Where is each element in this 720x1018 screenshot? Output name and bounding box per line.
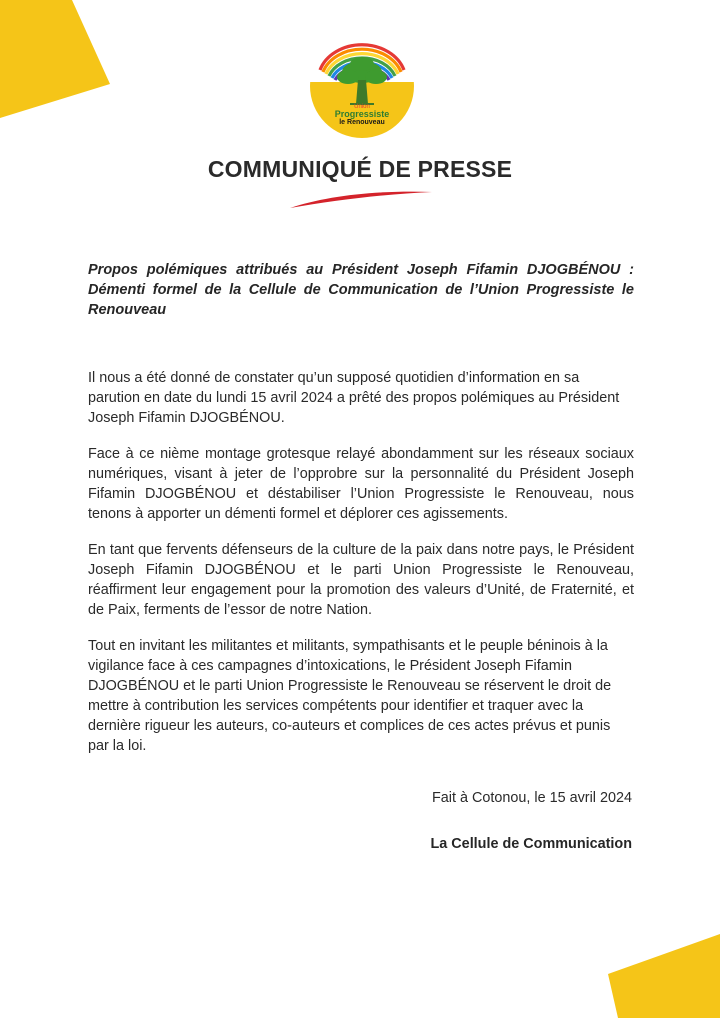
- yellow-corner-top-left: [0, 0, 110, 118]
- logo-name-line1: Progressiste: [334, 109, 390, 119]
- press-release-body: [88, 368, 634, 772]
- place-and-date: Fait à Cotonou, le 15 avril 2024: [432, 790, 632, 806]
- logo-union-text: Union: [354, 104, 370, 110]
- red-swoosh-underline: [286, 186, 436, 212]
- party-logo: [306, 30, 418, 142]
- page-title: COMMUNIQUÉ DE PRESSE: [207, 156, 513, 182]
- yellow-corner-bottom-right: [608, 934, 720, 1018]
- paragraph-4: Tout en invitant les militantes et militants, sympathisants et le peuple béninois à la vigilance face à ces campagnes d’intoxications, le Président Joseph Fifamin DJOGBÉNOU et le parti Union Progressiste le Renouveau se réservent le droit de mettre à contribution les services compétents pour identifier et traquer avec la dernière rigueur les auteurs, co-auteurs et complices de ces actes prévus et punis par la loi.: [88, 638, 612, 754]
- paragraph-2: Face à ce nième montage grotesque relayé abondamment sur les réseaux sociaux numériques, visant à jeter de l’opprobre sur la personnalité du Président Joseph Fifamin DJOGBÉNOU et déstabiliser l’Union Progressiste le Renouveau, nous tenons à apporter un démenti formel et déplorer ces agissements.: [88, 446, 634, 522]
- press-release-subject: Propos polémiques attribués au Président Joseph Fifamin DJOGBÉNOU : Démenti formel de la Cellule de Communication de l’Union Progressiste le Renouveau: [88, 262, 634, 318]
- paragraph-3: En tant que fervents défenseurs de la culture de la paix dans notre pays, le Président Joseph Fifamin DJOGBÉNOU et le parti Union Progressiste le Renouveau, réaffirment leur engagement pour la promotion des valeurs d’Unité, de Fraternité, et de Paix, ferments de l’essor de notre Nation.: [88, 542, 634, 618]
- logo-name-line2: le Renouveau: [339, 119, 385, 126]
- paragraph-1: Il nous a été donné de constater qu’un supposé quotidien d’information en sa parution en date du lundi 15 avril 2024 a prêté des propos polémiques au Président Joseph Fifamin DJOGBÉNOU.: [88, 370, 620, 426]
- signature: La Cellule de Communication: [430, 836, 632, 852]
